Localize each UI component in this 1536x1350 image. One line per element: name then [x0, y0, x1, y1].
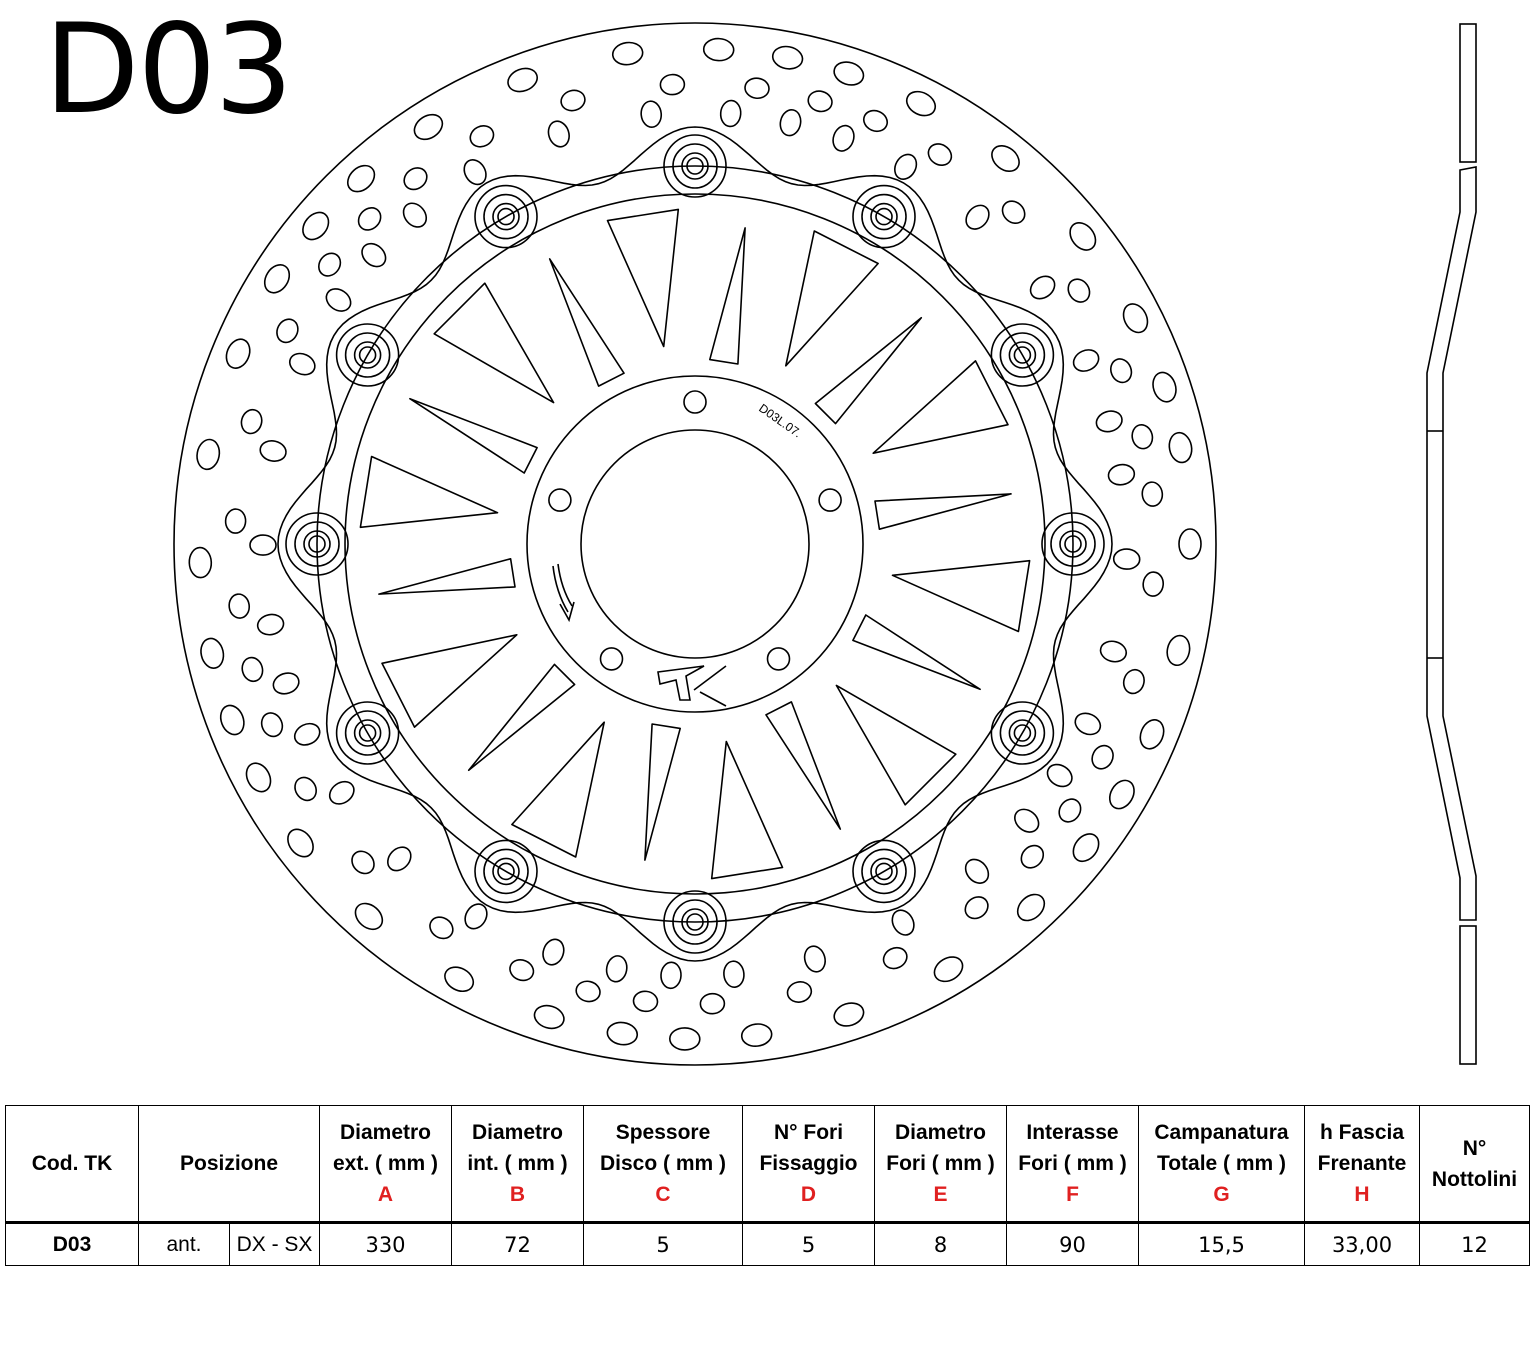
rotation-arrow-line2 — [558, 564, 572, 606]
vent-hole — [256, 612, 285, 637]
carrier-window — [873, 361, 1008, 453]
vent-hole — [225, 509, 246, 534]
disc-side-profile — [1427, 24, 1476, 1064]
vent-hole — [400, 163, 431, 193]
vent-hole — [778, 108, 803, 138]
vent-hole — [1068, 829, 1104, 866]
vent-hole — [1098, 639, 1128, 665]
cell-cod: D03 — [6, 1223, 139, 1266]
cell-diametro-fori: 8 — [875, 1223, 1007, 1266]
header-nottolini: N° Nottolini — [1420, 1106, 1530, 1223]
cell-fori: 5 — [743, 1223, 875, 1266]
vent-hole — [350, 898, 387, 934]
cell-spessore: 5 — [584, 1223, 743, 1266]
header-interasse: Interasse Fori ( mm ) F — [1007, 1106, 1139, 1223]
carrier-window — [815, 318, 921, 424]
vent-hole — [271, 670, 302, 697]
vent-hole — [240, 655, 266, 684]
vent-hole — [507, 956, 537, 984]
vent-hole — [891, 151, 921, 183]
carrier-windows — [360, 209, 1029, 878]
vent-hole — [322, 284, 355, 315]
carrier-window — [360, 457, 497, 528]
vent-hole — [806, 88, 835, 114]
vent-hole — [861, 107, 891, 135]
vent-hole — [1107, 463, 1136, 487]
vent-hole — [1149, 369, 1179, 404]
vent-hole — [258, 710, 286, 740]
vent-hole — [611, 41, 644, 67]
vent-hole — [740, 1022, 773, 1048]
vent-hole — [217, 702, 248, 738]
vent-hole — [987, 141, 1024, 177]
vent-hole — [291, 720, 323, 749]
cell-fascia: 33,00 — [1305, 1223, 1420, 1266]
cell-campanatura: 15,5 — [1139, 1223, 1305, 1266]
vent-hole — [250, 535, 276, 555]
vent-hole — [1167, 431, 1194, 465]
vent-hole — [785, 980, 813, 1005]
vent-hole — [1105, 776, 1139, 813]
rotor-marking: D03L.07. — [756, 400, 805, 441]
vent-hole — [640, 100, 663, 128]
cell-diametro-ext: 330 — [320, 1223, 452, 1266]
vent-hole — [1055, 795, 1085, 826]
vent-hole — [325, 777, 358, 808]
table-row — [6, 1223, 1530, 1266]
vent-hole — [660, 74, 685, 95]
vent-hole — [426, 913, 457, 943]
carrier-inner-ring — [345, 194, 1045, 894]
vent-hole — [1179, 529, 1201, 559]
vent-hole — [195, 438, 222, 471]
vent-hole — [606, 1021, 639, 1047]
mounting-hole — [768, 648, 790, 670]
carrier-window — [550, 259, 624, 386]
vent-hole — [467, 122, 498, 151]
vent-hole — [1043, 760, 1076, 791]
cell-posizione-1: ant. — [139, 1223, 230, 1266]
vent-hole — [700, 993, 725, 1014]
hub-flange — [527, 376, 863, 712]
vent-hole — [1113, 549, 1140, 570]
vent-hole — [1070, 346, 1102, 375]
vent-hole — [1017, 841, 1048, 872]
carrier-window — [469, 664, 575, 770]
vent-hole — [441, 962, 478, 996]
vent-hole — [903, 87, 940, 120]
carrier-window — [853, 615, 980, 689]
cell-diametro-int: 72 — [452, 1223, 584, 1266]
vent-hole — [830, 123, 858, 154]
vent-hole — [1119, 300, 1152, 337]
carrier-window — [512, 722, 604, 857]
carrier-window — [379, 559, 515, 594]
vent-hole — [924, 140, 955, 170]
vent-hole — [1010, 805, 1043, 837]
vent-hole — [1013, 889, 1050, 926]
vent-hole — [399, 199, 431, 232]
vent-hole — [1088, 742, 1117, 773]
vent-hole — [239, 407, 265, 435]
vent-hole — [357, 239, 390, 271]
braking-band-inner-edge — [278, 127, 1112, 961]
vent-hole — [1164, 633, 1192, 667]
vent-hole — [961, 201, 993, 234]
vent-holes — [189, 38, 1201, 1050]
vent-hole — [632, 990, 658, 1012]
mounting-hole — [684, 391, 706, 413]
mounting-hole — [819, 489, 841, 511]
vent-hole — [720, 100, 742, 128]
vent-hole — [723, 960, 745, 988]
header-spessore: Spessore Disco ( mm ) C — [584, 1106, 743, 1223]
header-posizione: Posizione — [139, 1106, 320, 1223]
vent-hole — [383, 843, 415, 876]
carrier-window — [893, 561, 1030, 632]
vent-hole — [961, 855, 993, 888]
vent-hole — [802, 944, 828, 975]
vent-hole — [605, 954, 629, 983]
vent-hole — [1141, 481, 1163, 507]
tk-logo-icon — [658, 666, 726, 706]
vent-hole — [298, 207, 334, 244]
header-cod: Cod. TK — [6, 1106, 139, 1223]
part-code-title: D03 — [44, 0, 292, 142]
vent-hole — [1130, 423, 1155, 451]
vent-hole — [660, 962, 681, 989]
vent-hole — [347, 847, 378, 878]
vent-hole — [222, 336, 254, 372]
header-fori-fissaggio: N° Fori Fissaggio D — [743, 1106, 875, 1223]
vent-hole — [1072, 709, 1104, 738]
cell-posizione-2: DX - SX — [230, 1223, 320, 1266]
vent-hole — [273, 316, 302, 347]
vent-hole — [189, 547, 212, 578]
vent-hole — [283, 824, 319, 861]
vent-hole — [1064, 275, 1094, 306]
vent-hole — [771, 44, 805, 71]
carrier-window — [710, 228, 745, 364]
mounting-hole — [601, 648, 623, 670]
vent-hole — [998, 197, 1029, 228]
carrier-window — [608, 209, 679, 346]
cell-nottolini: 12 — [1420, 1223, 1530, 1266]
header-campanatura: Campanatura Totale ( mm ) G — [1139, 1106, 1305, 1223]
vent-hole — [831, 999, 866, 1029]
vent-hole — [559, 88, 587, 114]
carrier-window — [712, 742, 783, 879]
vent-hole — [354, 203, 385, 234]
carrier-window — [645, 724, 680, 860]
vent-hole — [532, 1002, 567, 1032]
vent-hole — [574, 979, 602, 1004]
vent-hole — [744, 77, 770, 100]
spec-table — [5, 1105, 1530, 1266]
carrier-window — [766, 702, 840, 829]
vent-hole — [286, 350, 318, 379]
mounting-hole — [549, 489, 571, 511]
carrier-window — [382, 635, 517, 727]
vent-hole — [670, 1028, 700, 1051]
vent-hole — [242, 759, 276, 796]
vent-hole — [961, 892, 992, 923]
vent-hole — [505, 64, 541, 95]
vent-hole — [930, 952, 967, 986]
vent-hole — [1121, 667, 1147, 696]
vent-hole — [228, 593, 251, 619]
carrier-window — [875, 494, 1011, 529]
vent-hole — [1136, 716, 1168, 752]
vent-hole — [1107, 356, 1135, 386]
vent-hole — [703, 38, 734, 61]
vent-hole — [545, 119, 572, 150]
vent-hole — [1026, 272, 1059, 304]
header-fascia-frenante: h Fascia Frenante H — [1305, 1106, 1420, 1223]
vent-hole — [343, 160, 380, 196]
carrier-window — [836, 685, 955, 804]
vent-hole — [540, 937, 567, 968]
carrier-window — [410, 399, 537, 473]
vent-hole — [260, 260, 295, 297]
vent-hole — [291, 773, 321, 804]
vent-hole — [258, 438, 288, 463]
vent-hole — [1142, 571, 1164, 597]
vent-hole — [198, 636, 226, 670]
vent-hole — [1094, 408, 1125, 435]
center-bore — [581, 430, 809, 658]
carrier-window — [786, 231, 878, 366]
vent-hole — [410, 110, 447, 145]
vent-hole — [880, 944, 910, 972]
vent-hole — [1065, 218, 1101, 255]
header-diametro-int: Diametro int. ( mm ) B — [452, 1106, 584, 1223]
header-diametro-fori: Diametro Fori ( mm ) E — [875, 1106, 1007, 1223]
cell-interasse: 90 — [1007, 1223, 1139, 1266]
carrier-window — [434, 283, 553, 402]
vent-hole — [888, 906, 918, 938]
floating-buttons — [286, 135, 1104, 953]
header-diametro-ext: Diametro ext. ( mm ) A — [320, 1106, 452, 1223]
vent-hole — [314, 249, 344, 280]
carrier-outer-ring — [317, 166, 1073, 922]
vent-hole — [831, 58, 866, 88]
